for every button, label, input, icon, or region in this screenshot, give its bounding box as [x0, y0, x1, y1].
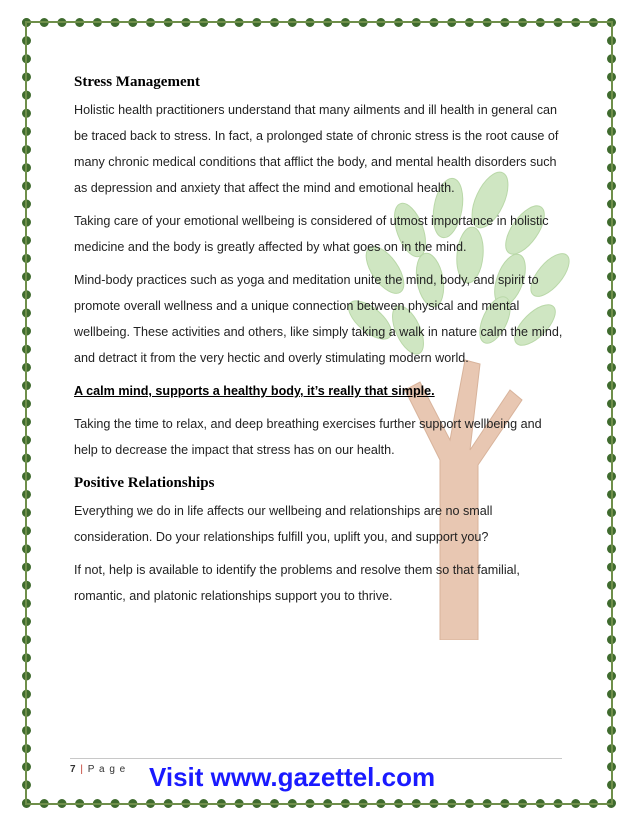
paragraph-4: Taking the time to relax, and deep breathing exercises further support wellbeing and help to decrease the impact that stress has on our health.	[74, 417, 542, 457]
paragraph-2: Taking care of your emotional wellbeing is considered of utmost importance in holistic medicine and the body is greatly affected by what goes on in the mind.	[74, 214, 549, 254]
paragraph-3: Mind-body practices such as yoga and meditation unite the mind, body, and spirit to promote overall wellness and a unique connection between physical and mental wellbeing. These activities and others, like simply taking a walk in nature calm the mind, and detract it from the very hectic and overly stimulating modern world.	[74, 273, 563, 365]
paragraph-5: Everything we do in life affects our wellbeing and relationships are no small consideration. Do your relationships fulfill you, uplift you, and support you?	[74, 504, 493, 544]
heading-stress-management: Stress Management	[74, 74, 200, 90]
visit-website-link[interactable]: Visit www.gazettel.com	[149, 762, 436, 792]
page-label: P a g e	[87, 764, 127, 775]
paragraph-6: If not, help is available to identify the problems and resolve them so that familial, romantic, and platonic relationships support you to thrive.	[74, 563, 520, 603]
page-number: 7	[70, 764, 77, 775]
page-content	[74, 74, 564, 616]
footer-divider	[70, 758, 562, 759]
page-number-footer	[70, 764, 126, 775]
heading-positive-relationships: Positive Relationships	[74, 475, 215, 491]
emphasis-line: A calm mind, supports a healthy body, it’s really that simple.	[74, 384, 435, 398]
footer-separator: |	[80, 764, 84, 775]
paragraph-1: Holistic health practitioners understand that many ailments and ill health in general can be traced back to stress. In fact, a prolonged state of chronic stress is the root cause of many chronic medical conditions that afflict the body, and mental health disorders such as depression and anxiety that affect the mind and emotional health.	[74, 103, 559, 195]
